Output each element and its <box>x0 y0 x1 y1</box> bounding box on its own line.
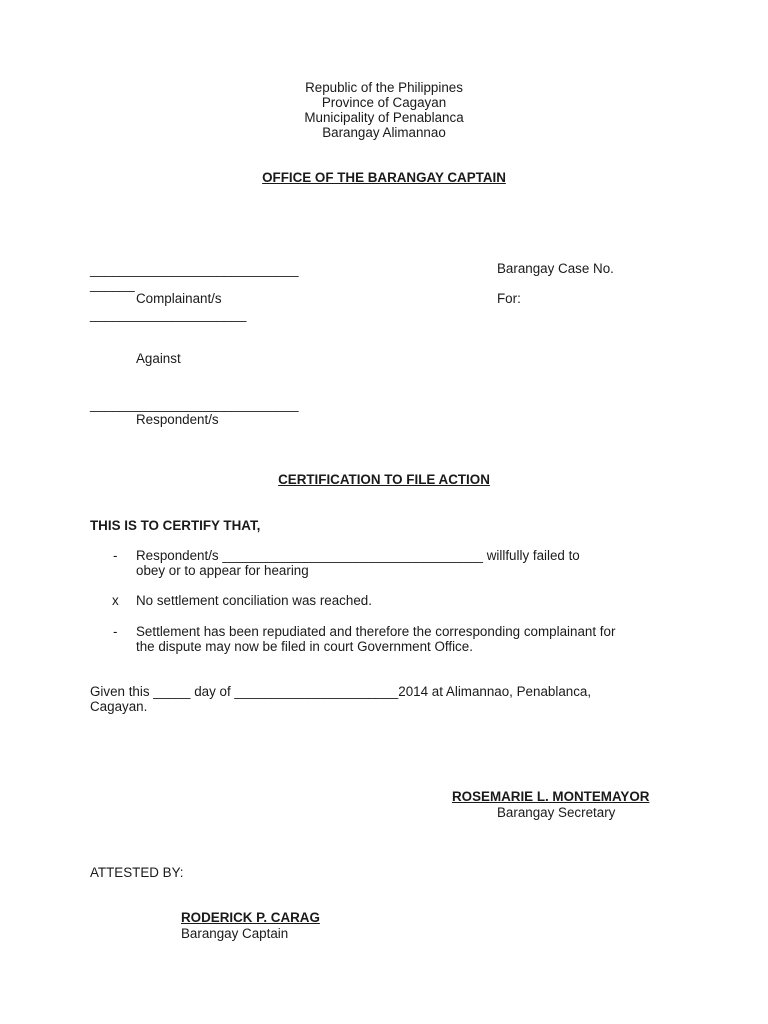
case-for-label: For: <box>497 291 521 306</box>
complainant-blank-line-cont: ______ <box>90 277 135 292</box>
complainant-blank-line: ____________________________ <box>90 262 299 277</box>
header-barangay: Barangay Alimannao <box>322 125 446 140</box>
case-number-label: Barangay Case No. <box>497 261 614 276</box>
header-municipality: Municipality of Penablanca <box>304 110 464 125</box>
given-place-line: Cagayan. <box>90 699 148 714</box>
item-marker: x <box>112 593 119 608</box>
against-label: Against <box>136 351 181 366</box>
given-date-line: Given this _____ day of ______________________2014 at Alimannao, Penablanca, <box>90 684 592 699</box>
item-text-line: the dispute may now be filed in court Government Office. <box>136 639 473 654</box>
secretary-name: ROSEMARIE L. MONTEMAYOR <box>452 789 650 804</box>
item-text-line: No settlement conciliation was reached. <box>136 593 372 608</box>
item-marker: - <box>113 548 118 563</box>
office-title: OFFICE OF THE BARANGAY CAPTAIN <box>262 170 506 185</box>
item-text-line: Settlement has been repudiated and therefore the corresponding complainant for <box>136 624 616 639</box>
item-text-line: Respondent/s ___________________________________ willfully failed to <box>136 548 580 563</box>
complainant-label: Complainant/s <box>136 291 222 306</box>
document-header <box>0 80 768 140</box>
certification-intro: THIS IS TO CERTIFY THAT, <box>90 518 261 533</box>
header-republic: Republic of the Philippines <box>305 80 463 95</box>
complainant-blank-line-2: _____________________ <box>90 307 247 322</box>
respondent-blank-line: ____________________________ <box>90 397 299 412</box>
secretary-title: Barangay Secretary <box>497 805 616 820</box>
captain-name: RODERICK P. CARAG <box>181 910 320 925</box>
attested-by-label: ATTESTED BY: <box>90 865 184 880</box>
item-text-line: obey or to appear for hearing <box>136 563 309 578</box>
header-province: Province of Cagayan <box>321 95 447 110</box>
item-marker: - <box>113 624 118 639</box>
captain-title: Barangay Captain <box>181 926 289 941</box>
certification-title: CERTIFICATION TO FILE ACTION <box>278 472 490 487</box>
respondent-label: Respondent/s <box>136 412 219 427</box>
